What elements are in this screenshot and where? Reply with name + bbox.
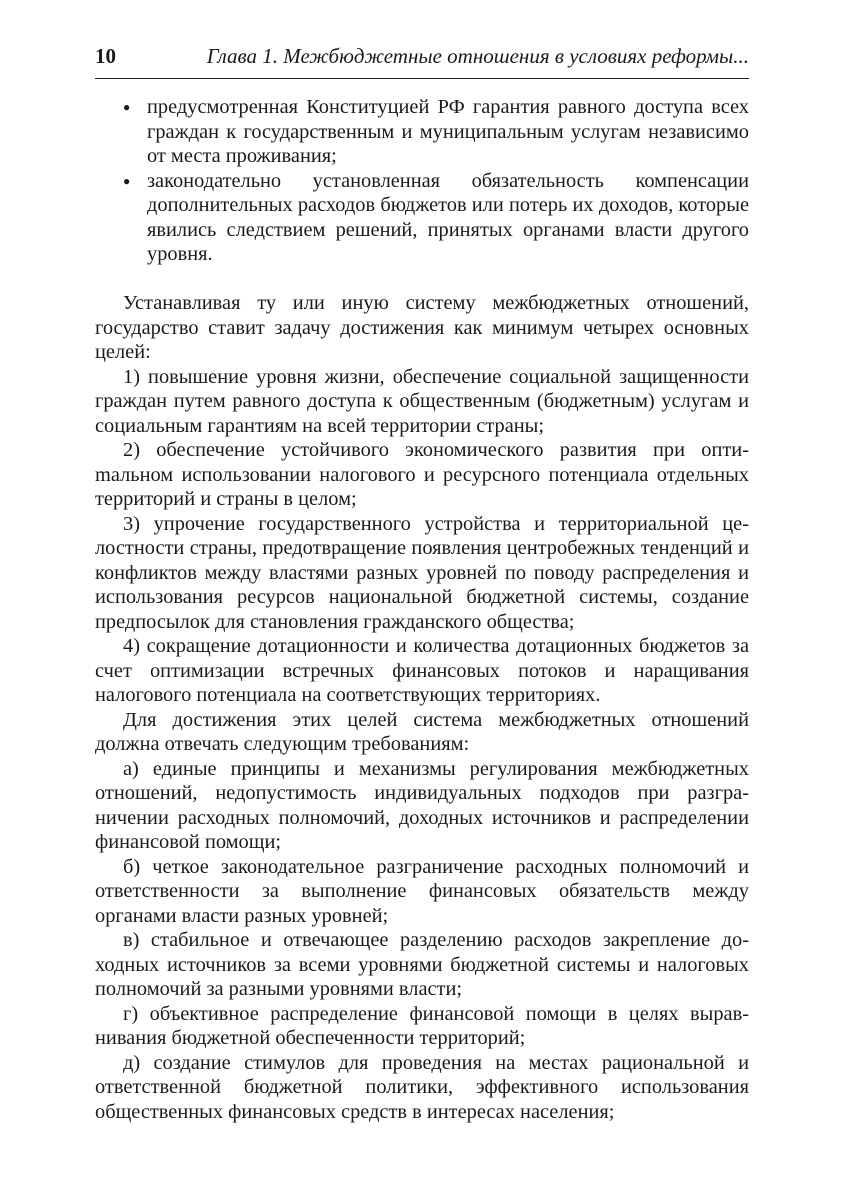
bullet-list <box>95 95 749 267</box>
requirement-item: г) объективное распределение финансовой помощи в целях выравнивания бюджетной обеспеченности территорий; <box>95 1002 749 1049</box>
section-gap <box>95 267 749 292</box>
page-number: 10 <box>95 44 116 68</box>
goal-item: 1) повышение уровня жизни, обеспечение социальной защищенности граждан путем равного доступа к общественным (бюджетным) услугам и социальным гарантиям на всей территории страны; <box>95 365 749 437</box>
goal-item: 2) обеспечение устойчивого экономического развития при оптиmальном использовании налогового и ресурсного потенциала отдельных территорий и страны в целом; <box>95 439 749 510</box>
requirement-item: а) единые принципы и механизмы регулирования межбюджетных отношений, недопустимость индивидуальных подходов при разграничении расходных полномочий, доходных источников и распределении финансовой помощи; <box>95 757 749 853</box>
body-text <box>95 95 749 1124</box>
requirement-item: б) четкое законодательное разграничение расходных полномочий и ответственности за выполнение финансовых обязательств между органами власти разных уровней; <box>95 855 749 927</box>
goal-item: 4) сокращение дотационности и количества дотационных бюджетов за счет оптимизации встречных финансовых потоков и наращивания налогового потенциала на соответствующих территориях. <box>95 635 749 706</box>
book-page <box>95 44 749 1124</box>
chapter-title: Глава 1. Межбюджетные отношения в условиях реформы... <box>206 44 749 68</box>
goal-item: 3) упрочение государственного устройства и территориальной целостности страны, предотвращение появления центробежных тенденций и конфликтов между властями разных уровней по поводу распределения и использования ресурсов национальной бюджетной системы, создание предпосылок для становления гражданского общества; <box>95 512 749 633</box>
paragraph-intro: Устанавливая ту или иную систему межбюджетных отношений, государство ставит задачу достижения как минимум четырех основных целей: <box>95 292 749 363</box>
requirement-item: д) создание стимулов для проведения на местах рациональной и ответственной бюджетной политики, эффективного использования общественных финансовых средств в интересах населения; <box>95 1051 749 1123</box>
bullet-item: ● предусмотренная Конституцией РФ гарантия равного доступа всех граждан к государственным и муниципальным услугам независимо от места проживания; <box>95 95 749 169</box>
running-header <box>95 44 749 79</box>
bullet-item: ● законодательно установленная обязательность компенсации дополнительных расходов бюджетов или потерь их доходов, которые явились следствием решений, принятых органами власти другого уровня. <box>95 169 749 267</box>
paragraph-requirements: Для достижения этих целей система межбюджетных отношений должна отвечать следующим требованиям: <box>95 708 749 755</box>
requirement-item: в) стабильное и отвечающее разделению расходов закрепление доходных источников за всеми уровнями бюджетной системы и налоговых полномочий за разными уровнями власти; <box>95 929 749 1000</box>
